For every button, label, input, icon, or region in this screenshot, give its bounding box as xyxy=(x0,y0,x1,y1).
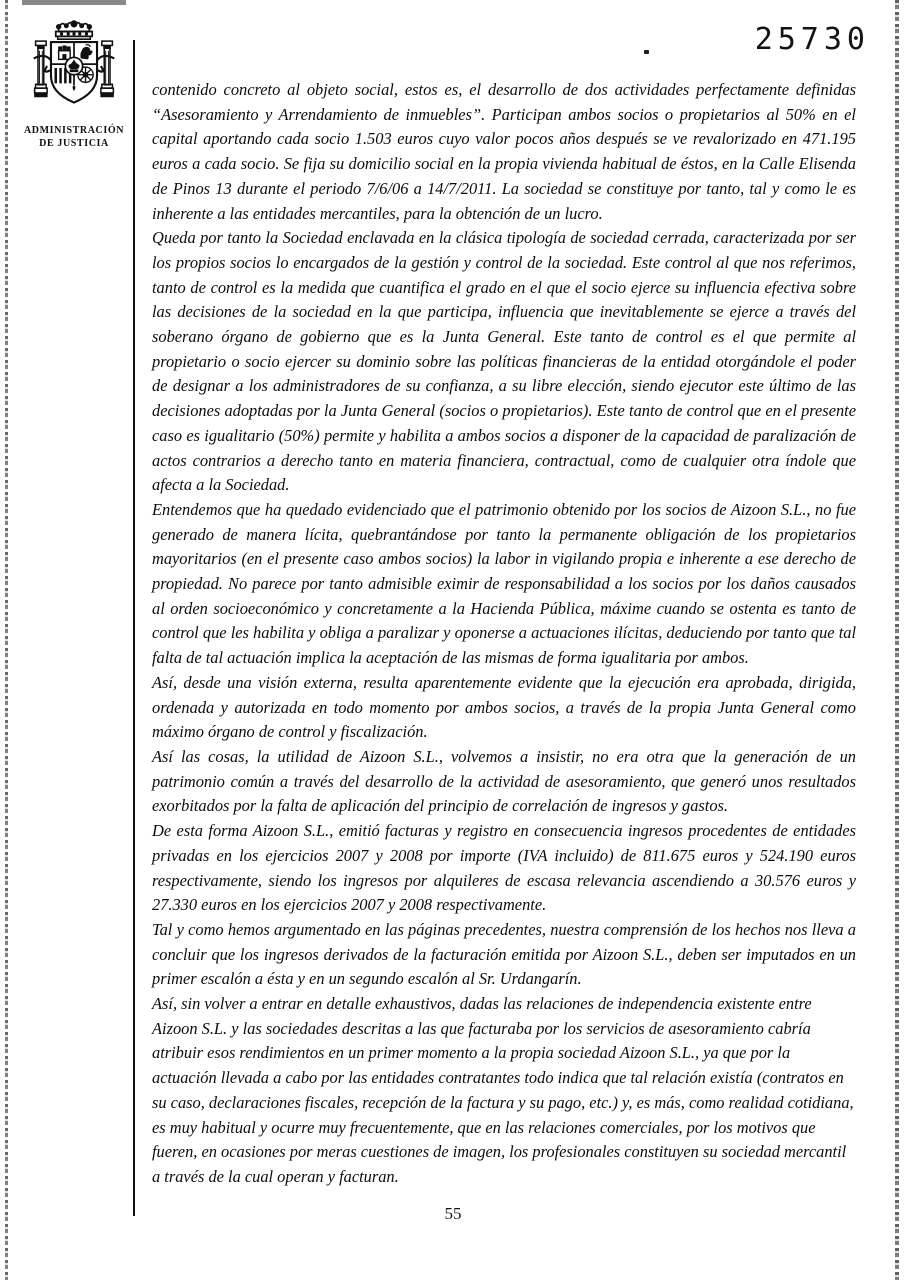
paragraph: Queda por tanto la Sociedad enclavada en la clásica tipología de sociedad cerrada, caracterizada por ser los propios socios lo encargados de la gestión y control de la sociedad. Este control al que nos referimos, tanto de control es la medida que cuantifica el grado en el que el socio ejerce su influencia efectiva sobre las decisiones de la sociedad en la que participa, influencia que inevitablemente se ejerce a través del soberano órgano de gobierno que es la Junta General. Este tanto de control es el que permite al propietario o socio ejercer su dominio sobre las políticas financieras de la entidad otorgándole el poder de designar a los administradores de su confianza, a su libre elección, siendo ejecutor este último de las decisiones adoptadas por la Junta General (socios o propietarios). Este tanto de control que en el presente caso es igualitario (50%) permite y habilita a ambos socios a disponer de la capacidad de paralización de actos contrarios a derecho tanto en materia financiera, contractual, como de cualquier otra índole que afecta a la Sociedad. xyxy=(152,228,856,495)
paragraph: Tal y como hemos argumentado en las páginas precedentes, nuestra comprensión de los hechos nos lleva a concluir que los ingresos derivados de la facturación emitida por Aizoon S.L., deben ser imputados en un primer escalón a ésta y en un segundo escalón al Sr. Urdangarín. xyxy=(152,919,856,989)
folio-stamp-number: 25730 xyxy=(754,22,870,57)
paragraph: Entendemos que ha quedado evidenciado que el patrimonio obtenido por los socios de Aizoon S.L., no fue generado de manera lícita, quebrantándose por tanto la permanente obligación de los propietarios mayoritarios (en el presente caso ambos socios) la labor in vigilando propia e inherente a ese derecho de propiedad. No parece por tanto admisible eximir de responsabilidad a los socios por los daños causados al orden socioeconómico y concretamente a la Hacienda Pública, máxime cuando se ostenta es tanto de control que les habilita y obliga a paralizar y oponerse a actuaciones ilícitas, deduciendo por tanto que tal falta de tal actuación implica la aceptación de las mismas de forma igualitaria por ambos. xyxy=(152,499,856,668)
scan-edge-top xyxy=(22,0,126,5)
masthead xyxy=(18,16,130,150)
paragraph: De esta forma Aizoon S.L., emitió facturas y registro en consecuencia ingresos procedentes de entidades privadas en los ejercicios 2007 y 2008 por importe (IVA incluido) de 811.675 euros y 524.190 euros respectivamente, siendo los ingresos por alquileres de escasa relevancia ascendiendo a 30.576 euros y 27.330 euros en los ejercicios 2007 y 2008 respectivamente. xyxy=(152,821,856,915)
masthead-label-line2: DE JUSTICIA xyxy=(39,138,109,149)
page-number: 55 xyxy=(444,1204,462,1223)
scan-speck xyxy=(644,50,649,54)
paragraph: Así, sin volver a entrar en detalle exhaustivos, dadas las relaciones de independencia existente entre Aizoon S.L. y las sociedades descritas a las que facturaba por los servicios de asesoramiento cabría atribuir esos rendimientos en un primer momento a la propia sociedad Aizoon S.L., ya que por la actuación llevada a cabo por las entidades contratantes todo indica que tal relación existía (contratos en su caso, declaraciones fiscales, recepción de la factura y su pago, etc.) y, es más, como realidad cotidiana, es muy habitual y ocurre muy frecuentemente, que en las relaciones comerciales, por los motivos que fueren, en ocasiones por meras cuestiones de imagen, los profesionales constituyen su sociedad mercantil a través de la cual operan y facturan. xyxy=(152,994,854,1186)
document-body xyxy=(152,78,856,1190)
paragraph: contenido concreto al objeto social, estos es, el desarrollo de dos actividades perfectamente definidas “Asesoramiento y Arrendamiento de inmuebles”. Participan ambos socios o propietarios al 50% en el capital aportando cada socio 1.503 euros cuyo valor pocos años después se ve revalorizado en 471.195 euros a cada socio. Se fija su domicilio social en la propia vivienda habitual de éstos, en la Calle Elisenda de Pinos 13 durante el periodo 7/6/06 a 14/7/2011. La sociedad se constituye por tanto, tal y como le es inherente a las entidades mercantiles, para la obtención de un lucro. xyxy=(152,80,856,223)
scan-edge-left xyxy=(5,0,8,1280)
masthead-label xyxy=(18,124,130,150)
vertical-divider-rule xyxy=(133,40,135,1216)
paragraph: Así las cosas, la utilidad de Aizoon S.L., volvemos a insistir, no era otra que la generación de un patrimonio común a través del desarrollo de la actividad de asesoramiento, que generó unos resultados exorbitados por la falta de aplicación del principio de correlación de ingresos y gastos. xyxy=(152,746,856,816)
scan-edge-right xyxy=(895,0,899,1280)
paragraph: Así, desde una visión externa, resulta aparentemente evidente que la ejecución era aprobada, dirigida, ordenada y autorizada en todo momento por ambos socios, a través de la propia Junta General como máximo órgano de control y fiscalización. xyxy=(152,672,856,742)
masthead-label-line1: ADMINISTRACIÓN xyxy=(23,125,125,136)
spanish-coat-of-arms-icon xyxy=(26,16,122,120)
